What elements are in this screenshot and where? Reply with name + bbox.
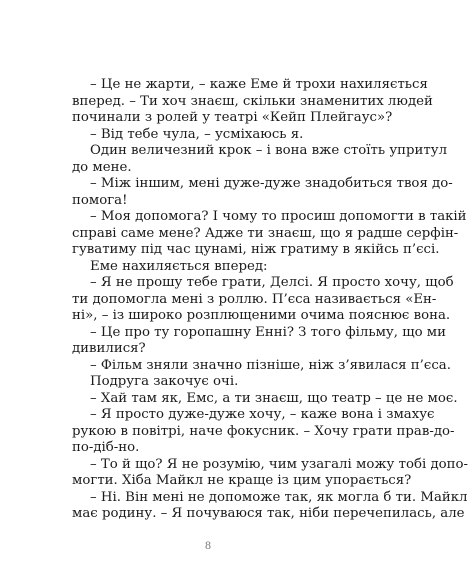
text-line: Еме нахиляється вперед: — [90, 258, 268, 274]
text-line: ти допомогла мені з роллю. П’єса називається «Ен- — [72, 291, 437, 307]
text-line: Подруга закочує очі. — [90, 374, 239, 389]
text-line: починали з ролей у театрі «Кейп Плейгаус»? — [72, 110, 393, 125]
text-line: ні», – із широко розплющеними очима пояснює вона. — [72, 308, 451, 323]
text-line: має родину. – Я почуваюся так, ніби перечепилась, але — [72, 506, 465, 521]
text-line: помога! — [72, 192, 128, 208]
text-line: – Ні. Він мені не допоможе так, як могла б ти. Майкл — [90, 489, 468, 505]
text-line: – Моя допомога? І чому то просиш допомогти в такій — [90, 209, 467, 224]
text-line: – Між іншим, мені дуже-дуже знадобиться твоя до- — [90, 176, 453, 191]
text-line: – Це про ту горопашну Енні? З того фільму, що ми — [90, 324, 447, 340]
text-line: до мене. — [72, 159, 132, 175]
text-line: – То й що? Я не розумію, чим узагалі можу тобі допо- — [90, 456, 468, 472]
body-text — [72, 77, 468, 523]
text-line: – Я просто дуже-дуже хочу, – каже вона і змахує — [90, 407, 435, 422]
text-line: вперед. – Ти хоч знаєш, скільки знаменитих людей — [72, 93, 433, 109]
text-line: Один величезний крок – і вона вже стоїть упритул — [90, 143, 448, 158]
text-line: рукою в повітрі, наче фокусник. – Хочу грати прав-до- — [72, 423, 455, 439]
text-line: по-діб-но. — [72, 440, 140, 455]
text-line: дивилися? — [72, 341, 146, 356]
text-line: могти. Хіба Майкл не краще із цим упорається? — [72, 473, 412, 488]
text-line: гуватиму під час цунамі, ніж гратиму в якійсь п’єсі. — [72, 242, 440, 257]
text-line: справі саме мене? Адже ти знаєш, що я радше серфін- — [72, 225, 459, 241]
text-line: – Фільм зняли значно пізніше, ніж з’явилася п’єса. — [90, 357, 451, 373]
text-line: – Хай там як, Емс, а ти знаєш, що театр – це не моє. — [90, 390, 458, 406]
text-line: – Від тебе чула, – усміхаюсь я. — [90, 126, 304, 142]
page-number: 8 — [205, 538, 211, 552]
text-line: – Це не жарти, – каже Еме й трохи нахиляється — [90, 77, 428, 92]
text-line: – Я не прошу тебе грати, Делсі. Я просто хочу, щоб — [90, 275, 454, 290]
